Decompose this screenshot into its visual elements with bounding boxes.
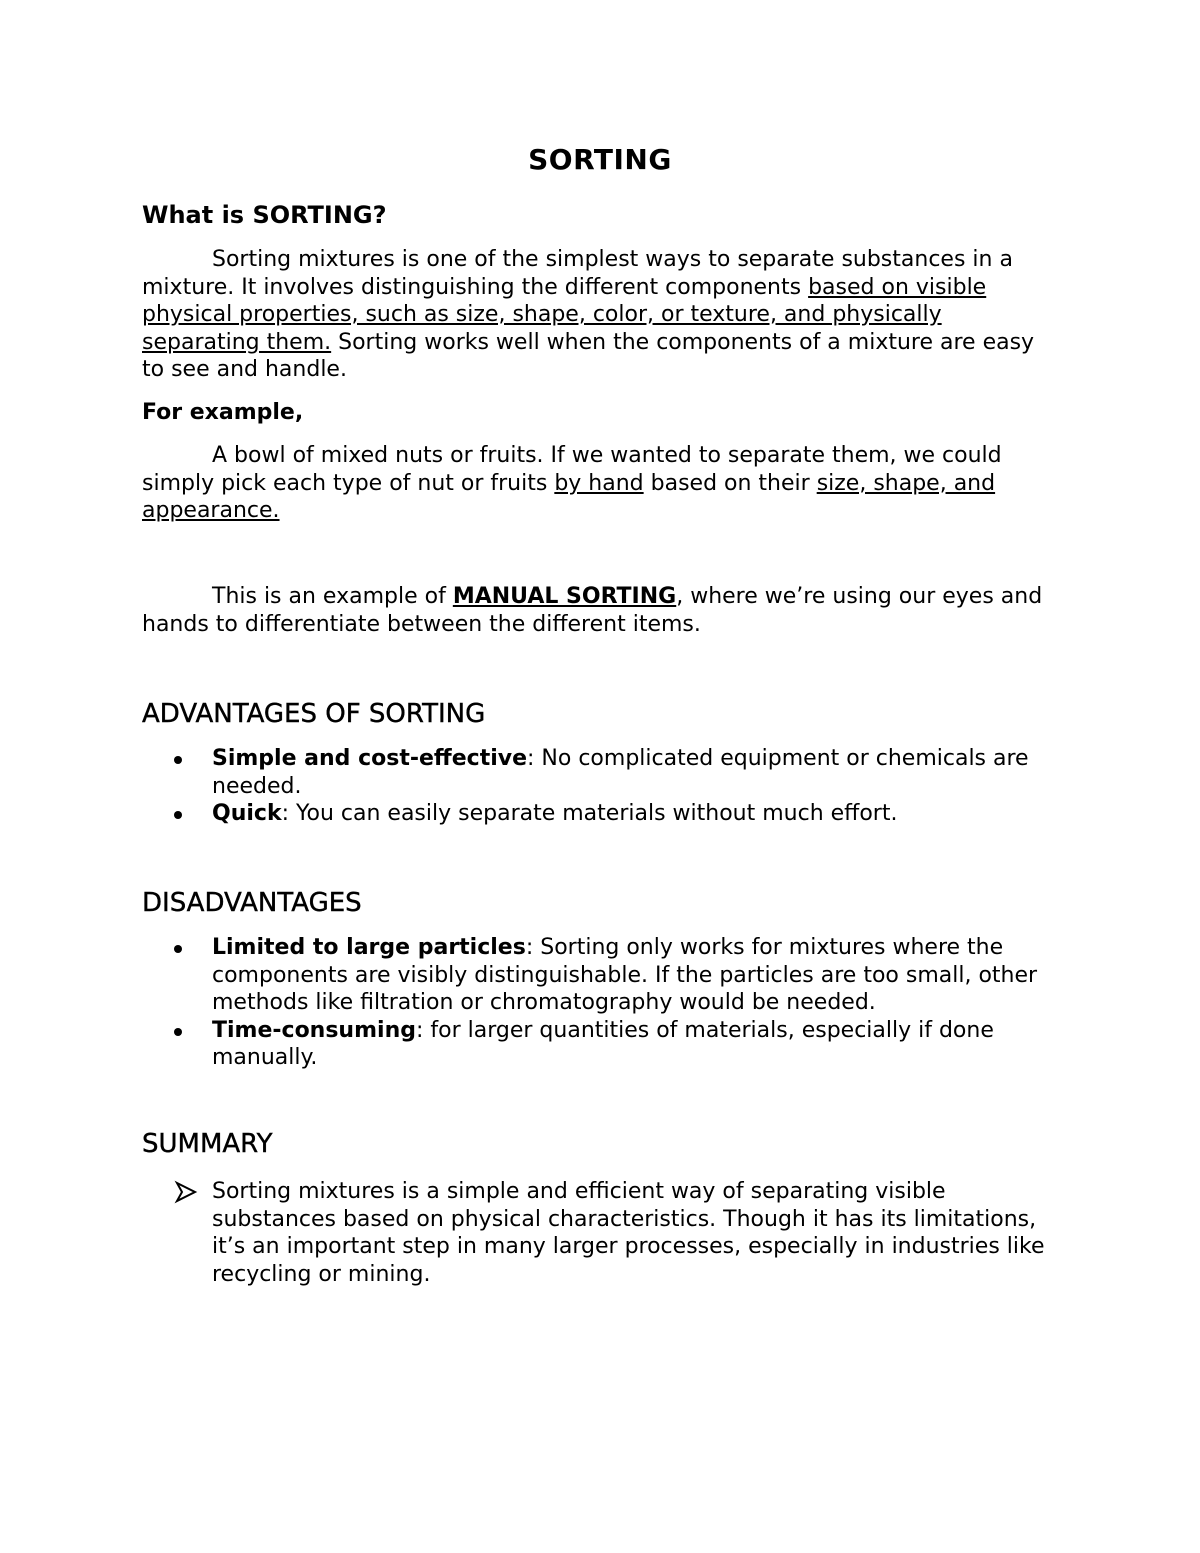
list-item [142, 745, 1072, 800]
list-item [142, 934, 1072, 1017]
bullet-dot-icon [174, 756, 182, 764]
document-title: SORTING [528, 143, 672, 176]
summary-text: Sorting mixtures is a simple and efficient way of separating visible substances based on physical characteristics. Though it has its limitations, it’s an important step in many larger processes, especially in industries like recycling or mining. [212, 1179, 1045, 1287]
manual-text-1: This is an example of [212, 584, 453, 609]
example-text-1: A bowl of mixed nuts or fruits. If we wanted to separate them, we could simply pick each type of nut or fruits [142, 443, 1002, 496]
list-item-term: Quick [212, 801, 282, 826]
list-item-text: : You can easily separate materials without much effort. [281, 801, 898, 826]
example-label: For example, [142, 400, 304, 425]
disadvantages-heading: DISADVANTAGES [142, 888, 362, 918]
intro-paragraph [142, 246, 1062, 384]
advantages-heading: ADVANTAGES OF SORTING [142, 699, 486, 729]
question-heading: What is SORTING? [142, 201, 387, 229]
intro-underlined-text: based on visible physical properties, such as size, shape, color, or texture, and physically separating them. [142, 274, 987, 355]
example-paragraph [142, 442, 1062, 525]
arrowhead-bullet-icon [174, 1180, 200, 1204]
list-item-term: Limited to large particles [212, 935, 526, 960]
bullet-dot-icon [174, 811, 182, 819]
intro-text-1: Sorting mixtures is one of the simplest ways to separate substances in a mixture. It involves distinguishing the different components [142, 247, 1013, 300]
manual-sorting-paragraph [142, 583, 1062, 638]
list-item [142, 1178, 1072, 1288]
manual-sorting-emphasis: MANUAL SORTING [452, 584, 677, 609]
list-item-term: Simple and cost-effective [212, 746, 528, 771]
example-underlined-1: by hand [554, 470, 644, 496]
list-item-term: Time-consuming [212, 1017, 416, 1043]
disadvantages-list [142, 934, 1072, 1072]
manual-text-2: , where we’re using our eyes and hands to differentiate between the different items. [142, 584, 1043, 637]
bullet-dot-icon [174, 945, 182, 953]
example-text-2: based on their [643, 470, 817, 496]
list-item-text: : No complicated equipment or chemicals are needed. [212, 746, 1029, 799]
advantages-list [142, 745, 1072, 828]
summary-list [142, 1178, 1072, 1288]
list-item [142, 1017, 1072, 1072]
bullet-dot-icon [174, 1028, 182, 1036]
list-item-text: : Sorting only works for mixtures where the components are visibly distinguishable. If the particles are too small, other methods like filtration or chromatography would be needed. [212, 935, 1038, 1015]
list-item [142, 800, 1072, 828]
example-underlined-2: size, shape, and appearance. [142, 470, 996, 523]
list-item-text: : for larger quantities of materials, especially if done manually. [212, 1017, 994, 1070]
summary-heading: SUMMARY [142, 1129, 273, 1159]
intro-text-2: Sorting works well when the components of a mixture are easy to see and handle. [142, 329, 1035, 382]
